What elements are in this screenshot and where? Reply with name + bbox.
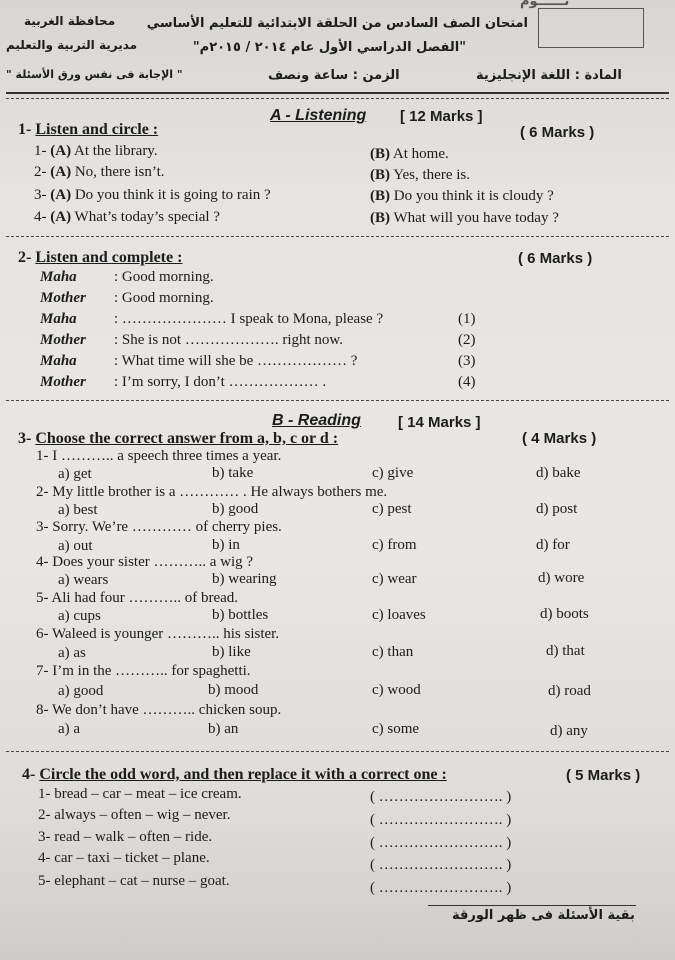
q1-item-num: 1- bbox=[34, 143, 51, 159]
q3-marks: ( 4 Marks ) bbox=[522, 430, 597, 447]
q1-item-num: 4- bbox=[34, 209, 51, 225]
q1-item-1-b bbox=[370, 146, 449, 163]
q1-item-num: 3- bbox=[34, 187, 51, 203]
section-a-marks: [ 12 Marks ] bbox=[400, 108, 483, 125]
q1-heading bbox=[18, 121, 158, 139]
q2-speaker: Mother bbox=[40, 290, 86, 306]
q3-item-stem: 3- Sorry. We’re ………… of cherry pies. bbox=[36, 519, 282, 535]
q3-heading bbox=[18, 430, 338, 448]
time-label: الزمن : ساعة ونصف bbox=[268, 68, 400, 83]
q4-item: 3- read – walk – often – ride. bbox=[38, 829, 213, 845]
section-b-marks: [ 14 Marks ] bbox=[398, 414, 481, 431]
q3-option-d: d) wore bbox=[538, 570, 585, 586]
q3-option-a: a) cups bbox=[58, 608, 101, 624]
q4-answer-blank: ( ……………………. ) bbox=[370, 812, 512, 828]
q2-line-text: : I’m sorry, I don’t ……………… . bbox=[114, 374, 327, 390]
q2-heading bbox=[18, 249, 182, 267]
q4-item: 1- bread – car – meat – ice cream. bbox=[38, 786, 242, 802]
q3-item-stem: 7- I’m in the ……….. for spaghetti. bbox=[36, 663, 251, 679]
q3-option-c: c) give bbox=[372, 465, 414, 481]
q1-option-label: (A) bbox=[50, 209, 72, 225]
q3-option-c: c) than bbox=[372, 644, 414, 660]
q3-option-b: b) an bbox=[208, 721, 239, 737]
q3-option-c: c) wear bbox=[372, 571, 417, 587]
q3-option-a: a) good bbox=[58, 683, 104, 699]
q1-item-num: 2- bbox=[34, 164, 51, 180]
q3-option-d: d) bake bbox=[536, 465, 581, 481]
header-divider-1 bbox=[6, 92, 669, 94]
q3-item-stem: 1- I ……….. a speech three times a year. bbox=[36, 448, 282, 464]
q1-option-text: Yes, there is. bbox=[390, 167, 471, 183]
q1-item-4-b bbox=[370, 210, 559, 227]
q3-option-b: b) bottles bbox=[212, 607, 269, 623]
q1-number: 1- bbox=[18, 121, 36, 138]
q1-option-label: (A) bbox=[50, 187, 72, 203]
q2-speaker: Mother bbox=[40, 332, 86, 348]
q3-option-b: b) good bbox=[212, 501, 259, 517]
q3-option-d: d) that bbox=[546, 643, 585, 659]
q4-item: 4- car – taxi – ticket – plane. bbox=[38, 850, 210, 866]
q1-option-text: At home. bbox=[390, 146, 449, 162]
divider-q2-section-b bbox=[6, 400, 669, 401]
q3-option-b: b) like bbox=[212, 644, 251, 660]
answer-note: " الإجابة فى نفس ورق الأسئلة " bbox=[6, 68, 183, 81]
q3-number: 3- bbox=[18, 430, 36, 447]
q2-speaker: Maha bbox=[40, 269, 77, 285]
q2-blank-number: (2) bbox=[458, 332, 476, 348]
q2-blank-number: (3) bbox=[458, 353, 476, 369]
q2-speaker: Mother bbox=[40, 374, 86, 390]
q2-blank-number: (1) bbox=[458, 311, 476, 327]
q1-option-text: What will you have today ? bbox=[390, 210, 559, 226]
q1-option-text: What’s today’s special ? bbox=[71, 209, 220, 225]
q1-heading-text: Listen and circle : bbox=[35, 121, 159, 138]
divider-q3-q4 bbox=[6, 751, 669, 752]
q3-option-b: b) wearing bbox=[212, 571, 277, 587]
q3-option-b: b) mood bbox=[208, 682, 259, 698]
q3-heading-text: Choose the correct answer from a, b, c or d : bbox=[35, 430, 339, 447]
q3-option-b: b) in bbox=[212, 537, 240, 553]
q2-heading-text: Listen and complete : bbox=[35, 249, 183, 266]
q3-option-d: d) any bbox=[550, 723, 588, 739]
q2-speaker: Maha bbox=[40, 311, 77, 327]
exam-title: امتحان الصف السادس من الحلقة الابتدائية للتعليم الأساسي bbox=[146, 16, 528, 31]
q2-line-text: : What time will she be ……………… ? bbox=[114, 353, 358, 369]
q3-option-c: c) some bbox=[372, 721, 420, 737]
corner-text: تــــــوم bbox=[520, 0, 570, 9]
q1-item-3-b bbox=[370, 188, 554, 205]
q1-marks: ( 6 Marks ) bbox=[520, 124, 595, 141]
q1-option-text: At the library. bbox=[71, 143, 158, 159]
q4-answer-blank: ( ……………………. ) bbox=[370, 835, 512, 851]
q1-option-label: (B) bbox=[370, 146, 390, 162]
q3-option-d: d) boots bbox=[540, 606, 589, 622]
q1-option-text: No, there isn’t. bbox=[71, 164, 165, 180]
q4-item: 2- always – often – wig – never. bbox=[38, 807, 231, 823]
q1-item-3-a bbox=[34, 187, 271, 204]
q2-number: 2- bbox=[18, 249, 36, 266]
q3-item-stem: 6- Waleed is younger ……….. his sister. bbox=[36, 626, 280, 642]
q1-option-text: Do you think it is going to rain ? bbox=[71, 187, 271, 203]
q1-option-text: Do you think it is cloudy ? bbox=[390, 188, 554, 204]
q2-line-text: : Good morning. bbox=[114, 269, 214, 285]
q2-line-text: : ………………… I speak to Mona, please ? bbox=[114, 311, 384, 327]
divider-q1-q2 bbox=[6, 236, 669, 237]
q4-item: 5- elephant – cat – nurse – goat. bbox=[38, 873, 230, 889]
q2-line-text: : She is not ………………. right now. bbox=[114, 332, 344, 348]
directorate-label: مديرية التربية والتعليم bbox=[6, 38, 138, 52]
q1-option-label: (A) bbox=[50, 164, 72, 180]
q3-item-stem: 4- Does your sister ……….. a wig ? bbox=[36, 554, 254, 570]
q1-option-label: (B) bbox=[370, 188, 390, 204]
q1-item-1-a bbox=[34, 143, 158, 160]
q3-item-stem: 2- My little brother is a ………… . He always bothers me. bbox=[36, 484, 388, 500]
q1-item-2-b bbox=[370, 167, 470, 184]
header-divider-2 bbox=[6, 98, 669, 99]
q3-option-c: c) pest bbox=[372, 501, 412, 517]
q4-heading-text: Circle the odd word, and then replace it with a correct one : bbox=[39, 766, 447, 783]
q3-option-d: d) for bbox=[536, 537, 570, 553]
footer-rule bbox=[428, 905, 636, 906]
q3-option-d: d) road bbox=[548, 683, 591, 699]
q3-option-a: a) a bbox=[58, 721, 81, 737]
q3-option-a: a) get bbox=[58, 466, 92, 482]
q4-marks: ( 5 Marks ) bbox=[566, 767, 641, 784]
q4-answer-blank: ( ……………………. ) bbox=[370, 857, 512, 873]
q3-option-a: a) as bbox=[58, 645, 86, 661]
governorate-label: محافظة الغربية bbox=[24, 14, 116, 28]
q1-option-label: (B) bbox=[370, 210, 390, 226]
q4-answer-blank: ( ……………………. ) bbox=[370, 880, 512, 896]
term-label: "الفصل الدراسي الأول عام ٢٠١٤ / ٢٠١٥م" bbox=[192, 40, 466, 55]
student-number-box bbox=[538, 8, 644, 48]
q3-option-c: c) from bbox=[372, 537, 417, 553]
q3-option-b: b) take bbox=[212, 465, 254, 481]
q1-item-4-a bbox=[34, 209, 220, 226]
q3-item-stem: 5- Ali had four ……….. of bread. bbox=[36, 590, 239, 606]
section-a-title: A - Listening bbox=[270, 107, 367, 124]
q3-option-a: a) best bbox=[58, 502, 98, 518]
q2-line-text: : Good morning. bbox=[114, 290, 214, 306]
q2-blank-number: (4) bbox=[458, 374, 476, 390]
q3-option-c: c) loaves bbox=[372, 607, 426, 623]
q2-marks: ( 6 Marks ) bbox=[518, 250, 593, 267]
q2-speaker: Maha bbox=[40, 353, 77, 369]
section-b-title: B - Reading bbox=[272, 412, 361, 429]
q4-heading bbox=[22, 766, 447, 784]
q4-number: 4- bbox=[22, 766, 40, 783]
continue-note: بقية الأسئلة فى ظهر الورقة bbox=[452, 908, 635, 923]
q1-item-2-a bbox=[34, 164, 165, 181]
q1-option-label: (B) bbox=[370, 167, 390, 183]
q4-answer-blank: ( ……………………. ) bbox=[370, 789, 512, 805]
q3-option-d: d) post bbox=[536, 501, 578, 517]
q3-option-c: c) wood bbox=[372, 682, 421, 698]
q3-item-stem: 8- We don’t have ……….. chicken soup. bbox=[36, 702, 282, 718]
q1-option-label: (A) bbox=[50, 143, 72, 159]
q3-option-a: a) out bbox=[58, 538, 93, 554]
subject-label: المادة : اللغة الإنجليزية bbox=[476, 68, 622, 83]
q3-option-a: a) wears bbox=[58, 572, 109, 588]
